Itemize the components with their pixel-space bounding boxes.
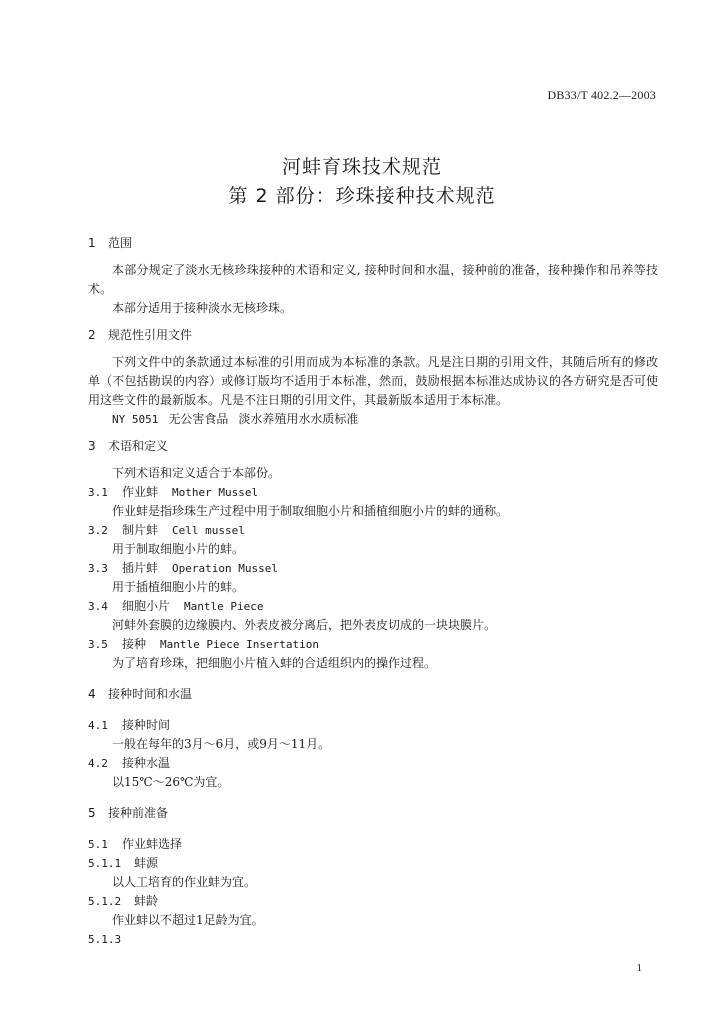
term-definition: 为了培育珍珠，把细胞小片植入蚌的合适组织内的操作过程。 [112,656,437,670]
paragraph: 以15℃～26℃为宜。 [112,775,230,789]
term-heading [88,521,658,540]
document-body [88,234,658,949]
subsection-heading [88,892,658,911]
section-heading-2 [88,326,658,345]
section-title: 规范性引用文件 [108,328,193,342]
subsection-number: 5.1 [88,838,108,851]
section-heading-4 [88,685,658,704]
subsection-number: 5.1.3 [88,933,122,946]
subsection-number: 4.1 [88,719,108,732]
term-zh: 接种 [122,637,147,651]
reference-name: 淡水养殖用水水质标准 [238,412,359,426]
standard-code: DB33/T 402.2—2003 [547,88,656,102]
term-en: Mantle Piece Insertation [160,638,319,651]
subsection-number: 4.2 [88,757,108,770]
term-heading [88,559,658,578]
term-definition: 作业蚌是指珍珠生产过程中用于制取细胞小片和插植细胞小片的蚌的通称。 [112,504,509,518]
subsection-heading [88,930,658,949]
paragraph: 以人工培育的作业蚌为宜。 [112,875,257,889]
normative-reference [88,410,658,429]
term-heading [88,635,658,654]
term-heading [88,483,658,502]
paragraph: 下列文件中的条款通过本标准的引用而成为本标准的条款。凡是注日期的引用文件，其随后所有的修改单（不包括勘误的内容）或修订版均不适用于本标准，然而，鼓励根据本标准达成协议的各方研究是否可使用这些文件的最新版本。凡是不注日期的引用文件，其最新版本适用于本标准。 [88,355,658,407]
paragraph: 本部分规定了淡水无核珍珠接种的术语和定义, 接种时间和水温，接种前的准备，接种操作和吊养等技术。 [88,263,658,296]
term-number: 3.3 [88,562,108,575]
subsection-title: 作业蚌选择 [122,837,183,851]
section-number: 2 [88,328,96,342]
term-number: 3.4 [88,600,108,613]
term-number: 3.2 [88,524,108,537]
subsection-number: 5.1.2 [88,895,122,908]
term-zh: 插片蚌 [122,561,159,575]
paragraph: 本部分适用于接种淡水无核珍珠。 [112,301,293,315]
subsection-title: 蚌源 [134,856,159,870]
reference-code: NY 5051 [112,413,159,426]
section-heading-1 [88,234,658,253]
document-subtitle: 第 2 部份：珍珠接种技术规范 [228,185,496,207]
term-number: 3.5 [88,638,108,651]
term-heading [88,597,658,616]
section-title: 范围 [108,236,133,250]
term-en: Mother Mussel [172,486,259,499]
reference-name: 无公害食品 [168,412,229,426]
section-heading-3 [88,437,658,456]
section-title: 接种前准备 [108,806,169,820]
subsection-heading [88,854,658,873]
subsection-title: 接种时间 [122,718,171,732]
page-number: 1 [636,962,642,974]
section-number: 5 [88,806,96,820]
term-en: Mantle Piece [184,600,264,613]
term-definition: 河蚌外套膜的边缘膜内、外表皮被分离后，把外表皮切成的一块块膜片。 [112,618,497,632]
section-number: 3 [88,439,96,453]
paragraph: 下列术语和定义适合于本部份。 [112,466,281,480]
term-zh: 细胞小片 [122,599,171,613]
paragraph: 作业蚌以不超过1足龄为宜。 [112,913,264,927]
term-zh: 作业蚌 [122,485,159,499]
section-number: 4 [88,687,96,701]
section-title: 术语和定义 [108,439,169,453]
term-en: Operation Mussel [172,562,278,575]
subsection-heading [88,835,658,854]
subsection-heading [88,716,658,735]
term-definition: 用于插植细胞小片的蚌。 [112,580,245,594]
term-number: 3.1 [88,486,108,499]
subsection-heading [88,754,658,773]
term-zh: 制片蚌 [122,523,159,537]
section-heading-5 [88,804,658,823]
subsection-number: 5.1.1 [88,857,122,870]
section-number: 1 [88,236,96,250]
subsection-title: 接种水温 [122,756,171,770]
subsection-title: 蚌龄 [134,894,159,908]
term-definition: 用于制取细胞小片的蚌。 [112,542,245,556]
paragraph: 一般在每年的3月～6月，或9月～11月。 [112,737,331,751]
document-title: 河蚌育珠技术规范 [281,156,442,178]
section-title: 接种时间和水温 [108,687,193,701]
term-en: Cell mussel [172,524,245,537]
